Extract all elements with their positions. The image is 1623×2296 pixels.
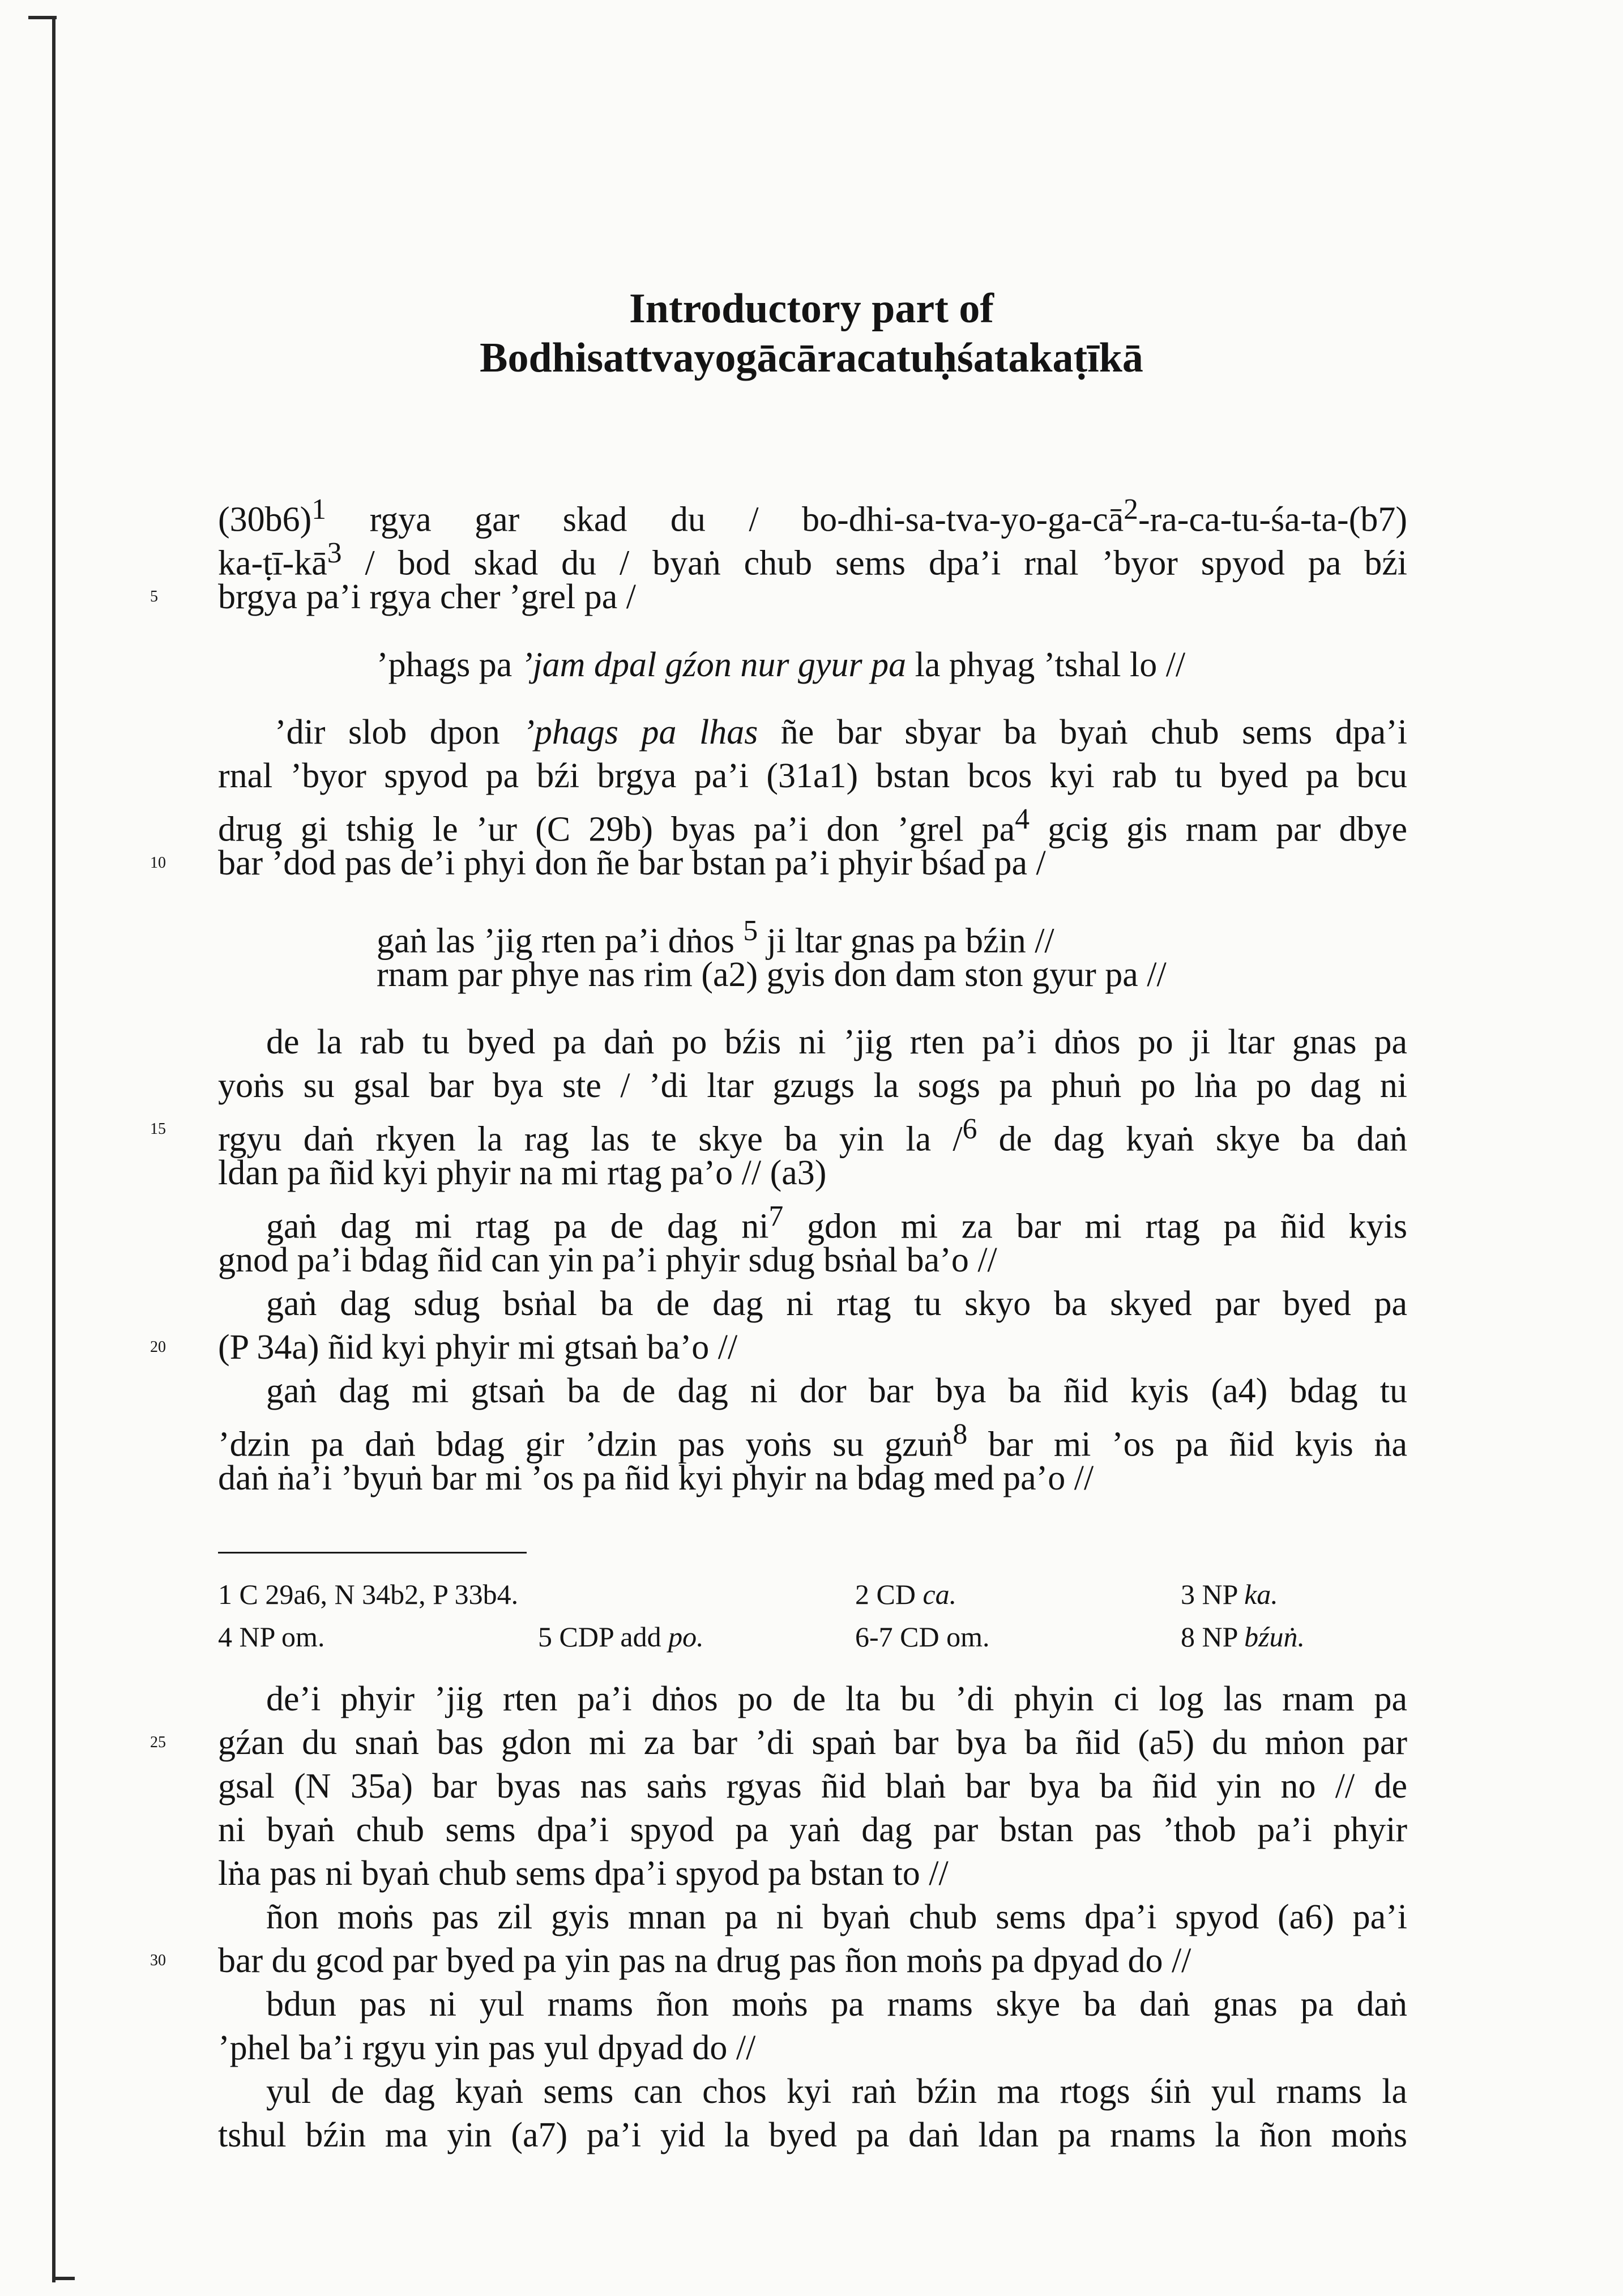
line-number: 5: [150, 588, 158, 605]
text-line: de la rab tu byed pa daṅ po bźis ni ’jig rten pa’i dṅos po ji ltar gnas pa: [266, 1023, 1407, 1061]
text-line: daṅ ṅa’i ’byuṅ bar mi ’os pa ñid kyi phyir na bdag med pa’o //: [218, 1459, 1094, 1497]
homage-line: ’phags pa ’jam dpal gźon nur gyur pa la phyag ’tshal lo //: [377, 646, 1186, 684]
page-title-line-1: Introductory part of: [629, 285, 994, 332]
line-number: 15: [150, 1120, 166, 1138]
text-line: ñon moṅs pas zil gyis mnan pa ni byaṅ chub sems dpa’i spyod (a6) pa’i: [266, 1898, 1407, 1936]
text-line: gźan du snaṅ bas gdon mi za bar ’di spaṅ bar bya ba ñid (a5) du mṅon par: [218, 1723, 1407, 1762]
text-line: $(30b6)^1$ rgya gar skad du / $bo-dhi-sa-tva-yo-ga-cā^2-ra-ca-tu-śa-ta-(b7)$: [218, 493, 1407, 539]
text-line: gaṅ dag mi rtag pa de dag $ni^7$ gdon mi za bar mi rtag pa ñid kyis: [266, 1200, 1407, 1246]
text-line: gaṅ dag mi gtsaṅ ba de dag ni dor bar bya ba ñid kyis (a4) bdag tu: [266, 1372, 1407, 1410]
line-number: 30: [150, 1952, 166, 1969]
text-line: ’dzin pa daṅ bdag gir ’dzin pas yoṅs su gzuṅ$^8$ bar mi ’os pa ñid kyis ṅa: [218, 1418, 1407, 1464]
text-line: ldan pa ñid kyi phyir na mi rtag pa’o // (a3): [218, 1154, 827, 1192]
text-line: ’dir slob dpon ’phags pa lhas ñe bar sbyar ba byaṅ chub sems dpa’i: [275, 713, 1407, 752]
line-number: 10: [150, 854, 166, 872]
text-line: drug gi tshig le ’ur (C 29b) byas pa’i don ’grel $pa^4$ gcig gis rnam par dbye: [218, 803, 1408, 849]
text-line: brgya pa’i rgya cher ’grel pa /: [218, 578, 636, 616]
verse-line: gaṅ las ’jig rten pa’i dṅos $^5$ ji ltar gnas pa bźin //: [377, 915, 1054, 961]
text-line: yoṅs su gsal bar bya ste / ’di ltar gzugs la sogs pa phuṅ po lṅa po dag ni: [218, 1066, 1407, 1105]
text-line: yul de dag kyaṅ sems can chos kyi raṅ bźin ma rtogs śiṅ yul rnams la: [266, 2072, 1407, 2111]
text-line: bar ’dod pas de’i phyi don ñe bar bstan pa’i phyir bśad pa /: [218, 844, 1046, 882]
verse-line: rnam par phye nas rim (a2) gyis don dam ston gyur pa //: [377, 955, 1167, 994]
text-line: rgyu daṅ rkyen la rag las te skye ba yin la /$^6$ de dag kyaṅ skye ba daṅ: [218, 1113, 1407, 1159]
text-line: bdun pas ni yul rnams ñon moṅs pa rnams skye ba daṅ gnas pa daṅ: [266, 1985, 1407, 2024]
footnote: 3 NP ka.: [1181, 1578, 1278, 1610]
page-edge-foot: [52, 2277, 75, 2280]
footnote-rule: [218, 1552, 527, 1554]
text-line: gsal (N 35a) bar byas nas saṅs rgyas ñid blaṅ bar bya ba ñid yin no // de: [218, 1767, 1407, 1806]
text-line: tshul bźin ma yin (a7) pa’i yid la byed pa daṅ ldan pa rnams la ñon moṅs: [218, 2116, 1407, 2154]
text-line: lṅa pas ni byaṅ chub sems dpa’i spyod pa bstan to //: [218, 1854, 949, 1893]
footnote: 6-7 CD om.: [855, 1621, 990, 1653]
text-line: ni byaṅ chub sems dpa’i spyod pa yaṅ dag par bstan pas ’thob pa’i phyir: [218, 1811, 1407, 1849]
line-number: 20: [150, 1338, 166, 1356]
text-line: gaṅ dag sdug bsṅal ba de dag ni rtag tu skyo ba skyed par byed pa: [266, 1284, 1407, 1323]
text-line: de’i phyir ’jig rten pa’i dṅos po de lta bu ’di phyin ci log las rnam pa: [266, 1680, 1407, 1718]
footnote: 1 C 29a6, N 34b2, P 33b4.: [218, 1578, 519, 1610]
footnote: 2 CD ca.: [855, 1578, 957, 1610]
line-number: 25: [150, 1734, 166, 1751]
text-line: (P 34a) ñid kyi phyir mi gtsaṅ ba’o //: [218, 1328, 738, 1367]
footnote: 5 CDP add po.: [538, 1621, 704, 1653]
footnote: 8 NP bźuṅ.: [1181, 1621, 1305, 1653]
text-line: ’phel ba’i rgyu yin pas yul dpyad do //: [218, 2029, 756, 2067]
text-line: bar du gcod par byed pa yin pas na drug pas ñon moṅs pa dpyad do //: [218, 1941, 1191, 1980]
text-line: gnod pa’i bdag ñid can yin pa’i phyir sdug bsṅal ba’o //: [218, 1241, 997, 1279]
page-title-line-2: Bodhisattvayogācāracatuḥśatakaṭīkā: [480, 335, 1143, 381]
text-line: rnal ’byor spyod pa bźi brgya pa’i (31a1) bstan bcos kyi rab tu byed pa bcu: [218, 757, 1407, 795]
footnote: 4 NP om.: [218, 1621, 325, 1653]
text-line: $ka-ṭī-kā^3$ / bod skad du / byaṅ chub sems dpa’i rnal ’byor spyod pa bźi: [218, 537, 1407, 583]
